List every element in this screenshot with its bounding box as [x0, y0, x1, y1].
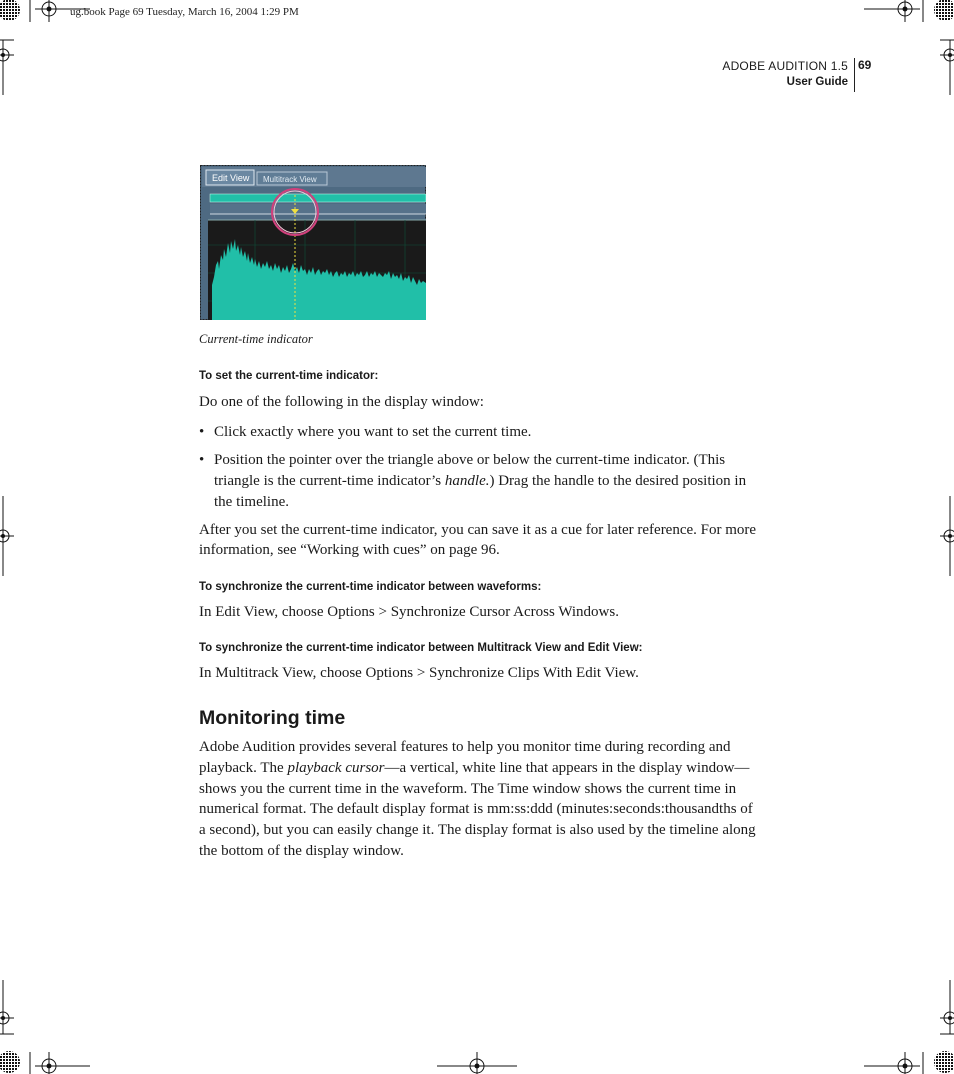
waveform-screenshot	[200, 165, 426, 320]
steps-list	[199, 422, 759, 513]
overview-bar[interactable]	[210, 194, 426, 202]
sync-views-paragraph: In Multitrack View, choose Options > Synchronize Clips With Edit View.	[199, 664, 639, 681]
running-header	[722, 58, 848, 90]
procedure-heading-set-cti: To set the current-time indicator:	[199, 370, 379, 382]
page-number: 69	[858, 58, 872, 72]
tab-multitrack-view-label: Multitrack View	[263, 175, 317, 184]
list-item: • Click exactly where you want to set the current time.	[199, 423, 532, 440]
slug-line: ug.book Page 69 Tuesday, March 16, 2004 1:29 PM	[70, 6, 299, 18]
guide-name: User Guide	[786, 76, 848, 88]
procedure-heading-sync-waveforms: To synchronize the current-time indicator between waveforms:	[199, 580, 542, 593]
current-time-indicator-figure	[200, 165, 426, 320]
procedure-heading-sync-views: To synchronize the current-time indicator between Multitrack View and Edit View:	[199, 641, 643, 654]
body-content	[199, 370, 759, 862]
tab-edit-view-label: Edit View	[212, 173, 250, 183]
after-paragraph: After you set the current-time indicator, you can save it as a cue for later reference. For more information, see “Working with cues” on page 96.	[199, 521, 757, 559]
sync-waveforms-paragraph: In Edit View, choose Options > Synchronize Cursor Across Windows.	[199, 603, 619, 620]
section-heading-monitoring-time: Monitoring time	[199, 707, 346, 730]
list-item: • Position the pointer over the triangle above or below the current-time indicator. (This triangle is the current-time indicator’s handle.) Drag the handle to the desired position in the timeline.	[199, 452, 747, 510]
monitoring-paragraph: Adobe Audition provides several features to help you monitor time during recording and playback. The playback cursor—a vertical, white line that appears in the display window—shows you the current time in the waveform. The Time window shows the current time in numerical format. The default display format is mm:ss:ddd (minutes:seconds:thousandths of a second), but you can easily change it. The display format is also used by the timeline along the bottom of the display window.	[199, 739, 756, 859]
figure-caption: Current-time indicator	[199, 332, 313, 346]
intro-paragraph: Do one of the following in the display window:	[199, 394, 484, 410]
header-divider	[854, 58, 855, 92]
product-name: ADOBE AUDITION 1.5	[722, 59, 848, 73]
